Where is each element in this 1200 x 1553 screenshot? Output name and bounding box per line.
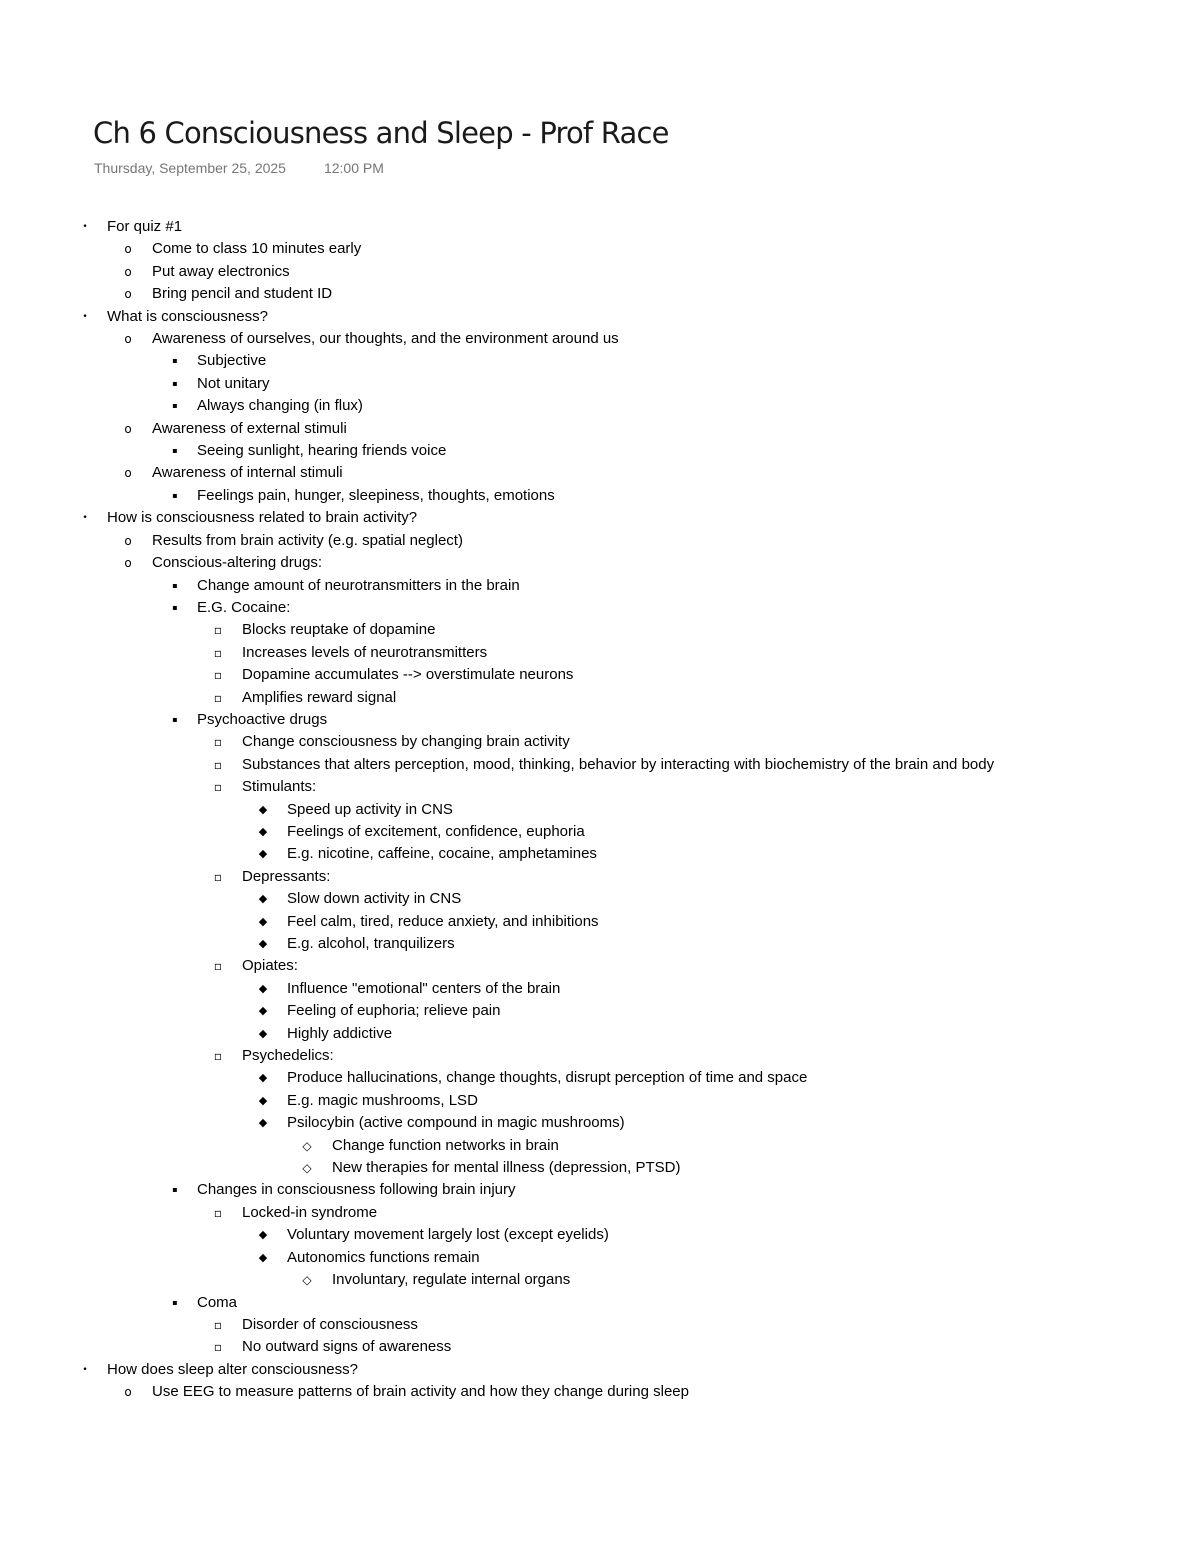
outline-item-text: Bring pencil and student ID [152,285,333,303]
outline-item-text: E.g. alcohol, tranquilizers [287,935,455,952]
outline-item-level-1 [0,507,1200,529]
outline-item-level-3 [0,440,1200,462]
outline-item-text: Produce hallucinations, change thoughts, disrupt perception of time and space [287,1069,808,1087]
outline-item-text: New therapies for mental illness (depression, PTSD) [332,1159,681,1177]
outline-item-level-2 [0,462,1200,484]
bullet-icon: • [82,222,88,232]
outline-item-text: Change function networks in brain [332,1136,559,1154]
bullet-icon: ▫ [213,690,223,705]
bullet-icon: ◆ [258,824,268,838]
bullet-icon: ▫ [213,1340,223,1355]
bullet-icon: o [124,556,132,571]
outline-item-text: Awareness of internal stimuli [152,464,343,482]
outline-item-level-1 [0,1359,1200,1381]
outline-item-text: Feeling of euphoria; relieve pain [287,1002,501,1020]
outline-item-level-5 [0,933,1200,955]
outline-item-level-4 [0,1336,1200,1358]
note-timestamp [94,158,384,178]
outline-item-text: E.g. nicotine, caffeine, cocaine, amphetamines [287,845,597,863]
outline-item-level-4 [0,664,1200,686]
outline-item-text: Opiates: [242,957,298,975]
outline-item-level-3 [0,1179,1200,1201]
outline-item-level-5 [0,888,1200,910]
outline-item-text: Awareness of ourselves, our thoughts, and the environment around us [152,330,619,348]
bullet-icon: ▫ [213,1049,223,1064]
outline-item-level-4 [0,687,1200,709]
outline-item-level-5 [0,1067,1200,1089]
bullet-icon: ◆ [258,847,268,861]
outline-item-level-2 [0,283,1200,305]
bullet-icon: ▫ [213,780,223,795]
bullet-icon: ▫ [213,623,223,638]
outline-item-level-4 [0,642,1200,664]
outline-item-text: Changes in consciousness following brain injury [197,1181,516,1199]
outline-item-level-2 [0,328,1200,350]
outline-item-text: Locked-in syndrome [242,1203,378,1221]
outline-item-level-5 [0,978,1200,1000]
outline-item-level-3 [0,395,1200,417]
outline-item-level-3 [0,1292,1200,1314]
bullet-icon: ◆ [258,937,268,950]
outline-item-level-2 [0,418,1200,440]
bullet-icon: ▫ [213,959,223,974]
bullet-icon: ▪ [172,378,178,388]
bullet-icon: ▪ [172,401,178,411]
outline-item-level-2 [0,261,1200,283]
bullet-icon: • [82,311,88,322]
outline-item-level-3 [0,597,1200,619]
outline-item-level-2 [0,552,1200,574]
outline-item-level-4 [0,1314,1200,1336]
outline-item-text: Come to class 10 minutes early [152,240,362,258]
outline-item-text: Increases levels of neurotransmitters [242,643,488,661]
outline-item-text: No outward signs of awareness [242,1338,452,1356]
outline-item-level-6 [0,1157,1200,1179]
bullet-icon: ▪ [172,1185,178,1195]
outline-item-text: Feelings pain, hunger, sleepiness, thoughts, emotions [197,486,555,504]
bullet-icon: ◇ [302,1161,312,1176]
bullet-icon: o [124,466,132,481]
outline-item-text: Feel calm, tired, reduce anxiety, and inhibitions [287,912,599,930]
bullet-icon: o [124,287,132,302]
outline-item-text: Coma [197,1293,238,1311]
outline-item-level-5 [0,799,1200,821]
bullet-icon: • [82,1364,88,1375]
outline-item-text: Change amount of neurotransmitters in the brain [197,576,520,594]
outline-item-level-2 [0,530,1200,552]
bullet-icon: ▫ [213,1205,223,1220]
bullet-icon: o [124,332,132,347]
outline-item-text: Conscious-altering drugs: [152,554,323,572]
bullet-icon: ▪ [172,1297,178,1307]
outline-item-text: Influence "emotional" centers of the brain [287,979,561,997]
outline-item-text: Disorder of consciousness [242,1315,418,1333]
outline-item-text: What is consciousness? [107,307,268,325]
bullet-icon: ▪ [172,602,178,612]
bullet-icon: o [124,533,132,548]
page-title: Ch 6 Consciousness and Sleep - Prof Race [93,116,669,150]
outline-item-text: Feelings of excitement, confidence, euphoria [287,822,585,840]
outline-item-level-5 [0,911,1200,933]
outline-item-text: Highly addictive [287,1024,393,1042]
outline-item-text: E.G. Cocaine: [197,598,291,616]
outline-item-level-4 [0,866,1200,888]
outline-item-text: Change consciousness by changing brain activity [242,733,570,751]
outline-item-text: Not unitary [197,374,270,392]
outline-item-level-3 [0,373,1200,395]
outline-item-text: Psychoactive drugs [197,710,328,728]
bullet-icon: o [124,421,132,436]
bullet-icon: ▪ [172,446,178,456]
outline-item-text: Autonomics functions remain [287,1248,480,1266]
outline-item-level-3 [0,485,1200,507]
outline-item-text: Depressants: [242,867,331,885]
outline-item-text: Speed up activity in CNS [287,800,453,818]
outline-item-text: Awareness of external stimuli [152,419,347,437]
outline-item-text: How is consciousness related to brain activity? [107,509,418,527]
note-time: 12:00 PM [323,160,384,176]
outline-item-level-4 [0,754,1062,776]
note-outline [0,216,1200,1404]
outline-item-level-2 [0,1381,1200,1403]
bullet-icon: ◇ [302,1138,312,1153]
outline-item-text: Put away electronics [152,262,290,280]
bullet-icon: ◆ [258,802,268,816]
outline-item-text: Voluntary movement largely lost (except eyelids) [287,1226,609,1244]
outline-item-level-4 [0,1045,1200,1067]
outline-item-text: Slow down activity in CNS [287,890,462,908]
bullet-icon: ◆ [258,1026,268,1040]
outline-item-text: Always changing (in flux) [197,397,363,415]
outline-item-text: Amplifies reward signal [242,688,397,706]
bullet-icon: ◇ [302,1273,312,1288]
outline-item-level-5 [0,821,1200,843]
outline-item-text: How does sleep alter consciousness? [107,1360,358,1378]
bullet-icon: ◆ [258,1071,268,1085]
outline-item-level-5 [0,1023,1200,1045]
outline-item-level-4 [0,1202,1200,1224]
outline-item-text: For quiz #1 [107,218,183,235]
bullet-icon: ▫ [213,1317,223,1332]
note-date: Thursday, September 25, 2025 [94,160,286,176]
outline-item-level-4 [0,955,1200,977]
bullet-icon: o [124,242,132,257]
outline-item-level-6 [0,1269,1200,1291]
bullet-icon: ◆ [258,914,268,928]
outline-item-text: Involuntary, regulate internal organs [332,1271,571,1289]
bullet-icon: ▪ [172,714,178,724]
outline-item-text: Blocks reuptake of dopamine [242,621,436,639]
outline-item-level-5 [0,1247,1200,1269]
outline-item-level-5 [0,843,1200,865]
outline-item-text: Seeing sunlight, hearing friends voice [197,442,447,460]
outline-item-level-4 [0,619,1200,641]
outline-item-text: Stimulants: [242,778,317,796]
outline-item-level-3 [0,350,1200,372]
outline-item-text: Substances that alters perception, mood, thinking, behavior by interacting with biochemistry of the brain and body [242,755,995,773]
outline-item-text: Psychedelics: [242,1047,334,1065]
outline-item-level-3 [0,575,1200,597]
outline-item-level-4 [0,776,1200,798]
outline-item-text: Psilocybin (active compound in magic mushrooms) [287,1114,625,1132]
bullet-icon: o [124,1385,132,1400]
bullet-icon: ◆ [258,1250,268,1264]
outline-item-text: Results from brain activity (e.g. spatial neglect) [152,531,463,549]
outline-item-level-5 [0,1000,1200,1022]
bullet-icon: o [124,264,132,279]
bullet-icon: ◆ [258,892,268,906]
bullet-icon: ◆ [258,1093,268,1107]
outline-item-level-5 [0,1090,1200,1112]
outline-item-text: E.g. magic mushrooms, LSD [287,1091,478,1109]
bullet-icon: ◆ [258,981,268,995]
bullet-icon: ◆ [258,1228,268,1242]
outline-item-level-2 [0,238,1200,260]
outline-item-level-3 [0,709,1200,731]
bullet-icon: ▪ [172,490,178,500]
outline-item-text: Use EEG to measure patterns of brain activity and how they change during sleep [152,1383,689,1401]
outline-item-level-5 [0,1112,1200,1134]
outline-item-level-5 [0,1224,1200,1246]
bullet-icon: ▪ [172,356,178,366]
bullet-icon: ▫ [213,869,223,884]
bullet-icon: ▫ [213,645,223,660]
bullet-icon: ▪ [172,580,178,590]
outline-item-level-1 [0,306,1200,328]
bullet-icon: ▫ [213,668,223,683]
outline-item-text: Dopamine accumulates --> overstimulate neurons [242,666,574,684]
outline-item-level-1 [0,216,1200,238]
bullet-icon: ◆ [258,1116,268,1130]
outline-item-level-4 [0,731,1200,753]
bullet-icon: ▫ [213,735,223,750]
bullet-icon: ◆ [258,1004,268,1018]
bullet-icon: • [82,513,88,524]
bullet-icon: ▫ [213,757,223,772]
outline-item-text: Subjective [197,352,267,370]
outline-item-level-6 [0,1135,1200,1157]
